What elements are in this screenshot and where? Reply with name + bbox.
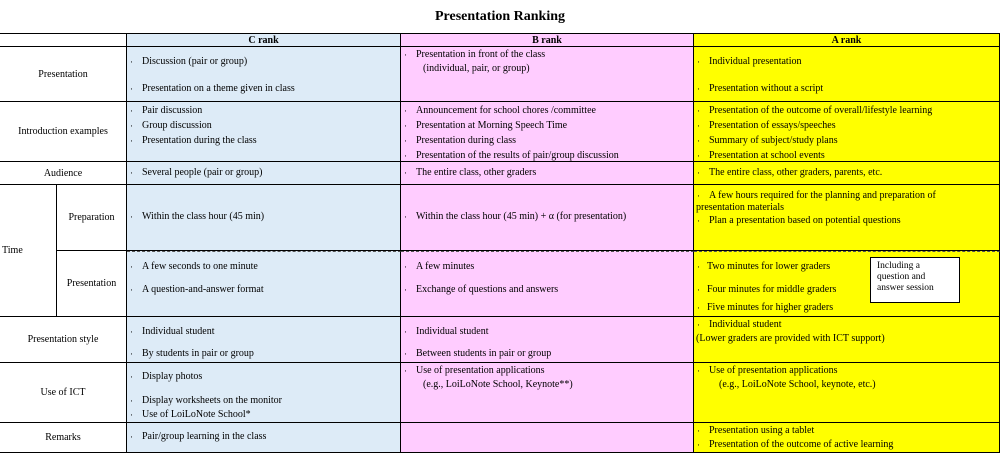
bullet: · [404,151,407,161]
bullet: · [404,327,407,337]
presentation-c-cell [127,47,401,102]
ranking-table [0,33,1000,450]
cell-line: A few seconds to one minute [142,261,258,272]
bullet: · [404,349,407,359]
preparation-a-cell [694,185,1000,251]
bullet: · [130,432,133,442]
bullet: · [404,106,407,116]
style-c-cell [127,317,401,363]
introduction-b-cell [401,102,694,162]
bullet: · [404,121,407,131]
introduction-c-cell [127,102,401,162]
bullet: · [697,106,700,116]
ict-b-cell [401,363,694,423]
presentation-a-cell [694,47,1000,102]
bullet: · [697,285,700,295]
cell-line: Individual student [142,326,215,337]
note-line: Including a [877,261,921,271]
table-title: Presentation Ranking [434,9,566,24]
cell-line: Presentation of the outcome of overall/lifestyle learning [709,105,933,116]
bullet: · [697,366,700,376]
bullet: · [404,136,407,146]
preparation-b-cell [401,185,694,251]
cell-line: Pair discussion [142,105,203,116]
bullet: · [130,106,133,116]
bullet: · [130,84,133,94]
bullet: · [697,303,700,313]
bullet: · [130,285,133,295]
cell-line: Presentation using a tablet [709,425,815,436]
bullet: · [130,121,133,131]
cell-line: Announcement for school chores /committee [416,105,596,116]
row-label-time-presentation: Presentation [57,251,127,317]
cell-line: Four minutes for middle graders [707,284,837,295]
header-a-rank: A rank [694,33,1000,47]
bullet: · [404,168,407,178]
cell-line: Presentation without a script [709,83,824,94]
cell-line: A few hours required for the planning and preparation of [709,190,936,201]
presentation-b-cell [401,47,694,102]
ict-a-cell [694,363,1000,423]
bullet: · [697,136,700,146]
note-line: question and [877,272,926,282]
cell-line: Plan a presentation based on potential questions [709,215,901,226]
cell-line: Individual student [416,326,489,337]
cell-line: Presentation on a theme given in class [142,83,295,94]
ict-c-cell [127,363,401,423]
cell-line: Use of presentation applications [416,365,545,376]
cell-line: Pair/group learning in the class [142,431,267,442]
cell-line: Use of presentation applications [709,365,838,376]
bullet: · [697,426,700,436]
cell-line: Within the class hour (45 min) [142,211,265,222]
cell-line: A few minutes [416,261,475,272]
bullet: · [697,191,700,201]
qa-session-note [870,257,960,303]
preparation-c-cell [127,185,401,251]
remarks-b-cell [401,423,694,453]
cell-line: Exchange of questions and answers [416,284,559,295]
bullet: · [130,349,133,359]
bullet: · [697,57,700,67]
cell-line: Individual student [709,319,782,330]
cell-line: Display worksheets on the monitor [142,395,282,406]
introduction-a-cell [694,102,1000,162]
style-b-cell [401,317,694,363]
cell-line: Within the class hour (45 min) + α (for presentation) [416,211,627,222]
cell-line: Presentation of essays/speeches [709,120,836,131]
row-label-preparation: Preparation [57,185,127,251]
style-a-cell [694,317,1000,363]
remarks-a-cell [694,423,1000,453]
bullet: · [130,372,133,382]
bullet: · [404,366,407,376]
cell-line: (e.g., LoiLoNote School, keynote, etc.) [719,379,876,390]
header-b-rank: B rank [401,33,694,47]
bullet: · [697,84,700,94]
cell-line: Presentation during class [416,135,516,146]
time-presentation-b-cell [401,251,694,317]
cell-line: Display photos [142,371,203,382]
bullet: · [697,262,700,272]
bullet: · [130,168,133,178]
time-presentation-a-cell [694,251,1000,317]
cell-line: Individual presentation [709,56,802,67]
audience-b-cell [401,162,694,185]
audience-c-cell [127,162,401,185]
bullet: · [697,440,700,450]
cell-line: Presentation of the results of pair/group discussion [416,150,619,161]
bullet: · [404,212,407,222]
cell-line: (Lower graders are provided with ICT support) [696,333,885,344]
note-line: answer session [877,283,934,293]
cell-line: Between students in pair or group [416,348,552,359]
row-label-time: Time [0,185,57,317]
bullet: · [697,151,700,161]
cell-line: Presentation at school events [709,150,825,161]
cell-line: Group discussion [142,120,212,131]
cell-line: Summary of subject/study plans [709,135,838,146]
cell-line: Discussion (pair or group) [142,56,248,67]
bullet: · [130,262,133,272]
row-label-audience: Audience [0,162,127,185]
cell-line: Presentation of the outcome of active learning [709,439,894,450]
bullet: · [130,327,133,337]
bullet: · [130,212,133,222]
row-label-presentation: Presentation [0,47,127,102]
cell-line: Several people (pair or group) [142,167,263,178]
remarks-c-cell [127,423,401,453]
cell-line: Presentation during the class [142,135,257,146]
bullet: · [697,320,700,330]
bullet: · [697,121,700,131]
bullet: · [130,57,133,67]
cell-line: The entire class, other graders, parents, etc. [709,167,883,178]
bullet: · [697,168,700,178]
cell-line: Two minutes for lower graders [707,261,831,272]
cell-line: (individual, pair, or group) [423,63,530,74]
cell-line: A question-and-answer format [142,284,264,295]
row-label-introduction-examples: Introduction examples [0,102,127,162]
bullet: · [697,216,700,226]
row-label-presentation-style: Presentation style [0,317,127,363]
bullet: · [130,136,133,146]
cell-line: Five minutes for higher graders [707,302,834,313]
bullet: · [130,410,133,420]
cell-line: presentation materials [696,202,785,213]
cell-line: (e.g., LoiLoNote School, Keynote**) [423,379,573,390]
bullet: · [130,396,133,406]
cell-line: Presentation in front of the class [416,49,546,60]
bullet: · [404,285,407,295]
header-c-rank: C rank [127,33,401,47]
cell-line: By students in pair or group [142,348,254,359]
bullet: · [404,50,407,60]
cell-line: Use of LoiLoNote School* [142,409,251,420]
cell-line: Presentation at Morning Speech Time [416,120,568,131]
row-label-use-of-ict: Use of ICT [0,363,127,423]
audience-a-cell [694,162,1000,185]
cell-line: The entire class, other graders [416,167,537,178]
row-label-remarks: Remarks [0,423,127,453]
time-presentation-c-cell [127,251,401,317]
header-blank [0,33,127,47]
bullet: · [404,262,407,272]
